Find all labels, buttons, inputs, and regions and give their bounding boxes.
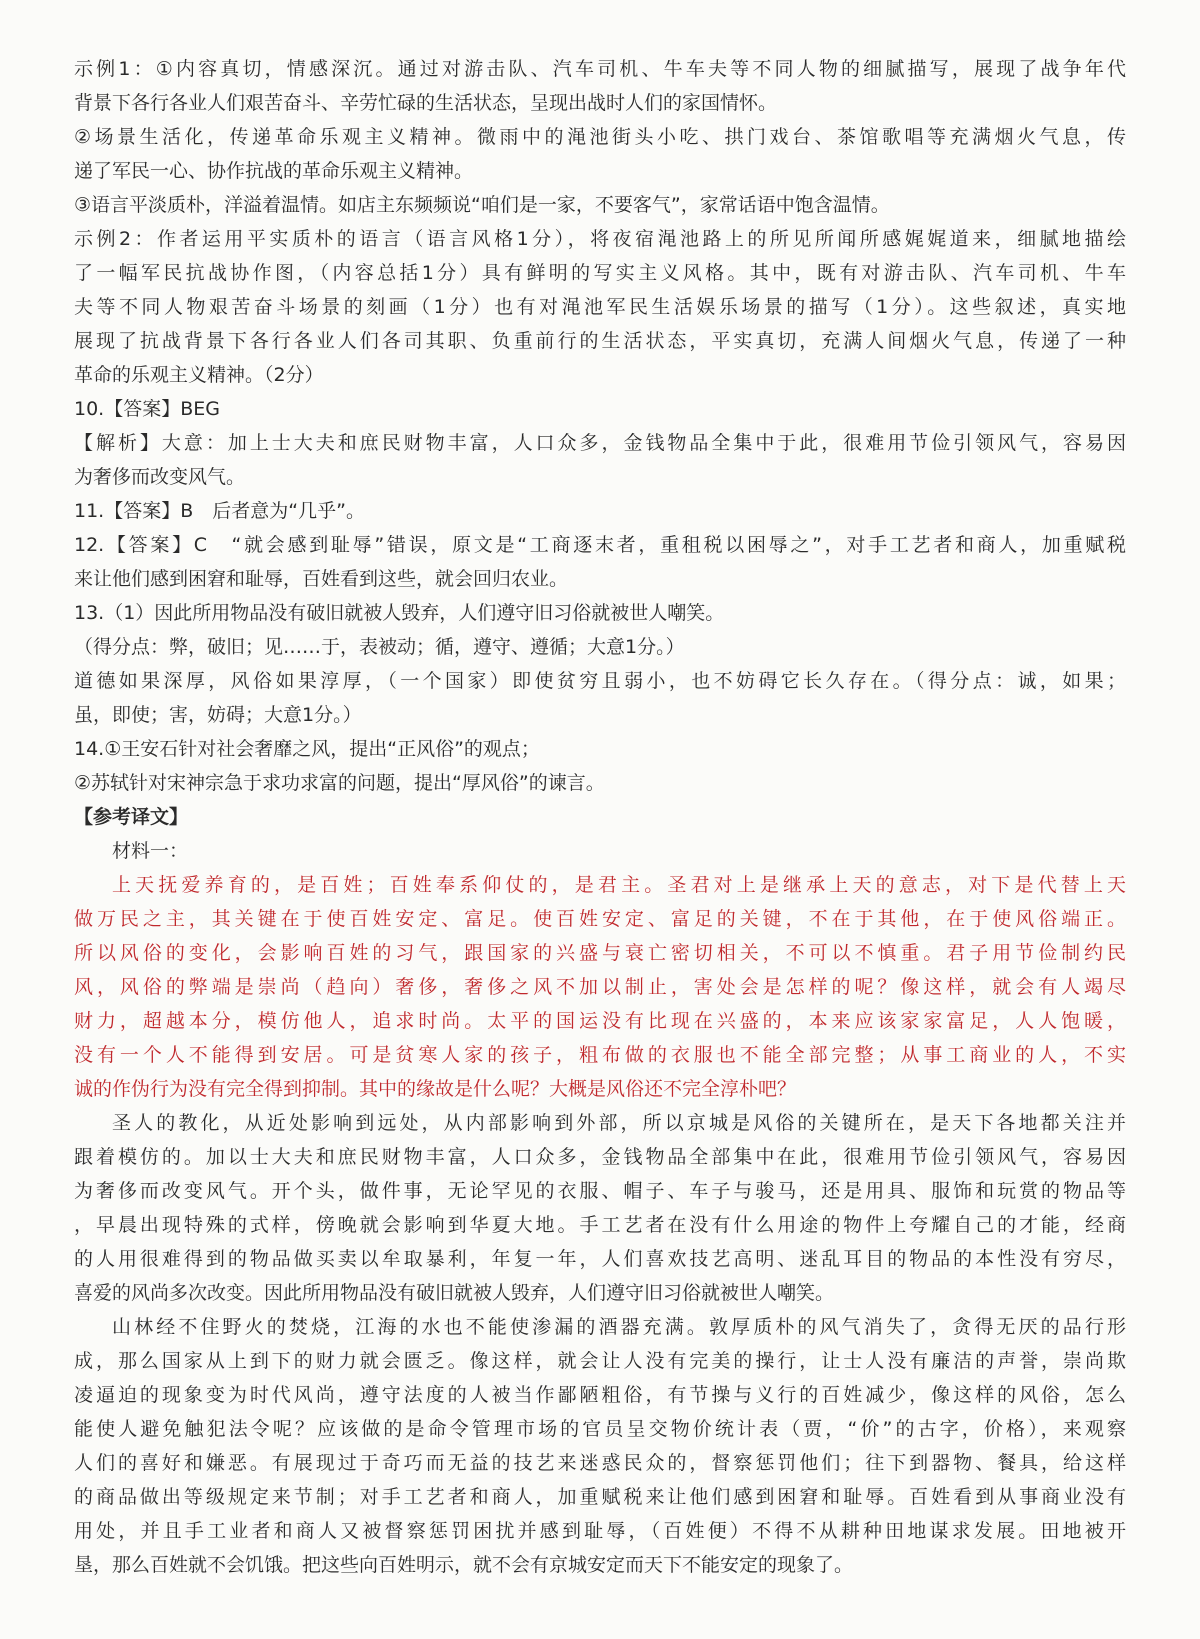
text-line: 道德如果深厚，风俗如果淳厚，（一个国家）即使贫穷且弱小，也不妨碍它长久存在。（得分点：诚，如果；	[74, 670, 1126, 692]
text-line: 做万民之主，其关键在于使百姓安定、富足。使百姓安定、富足的关键，不在于其他，在于使风俗端正。	[74, 908, 1126, 930]
text-line: 示例1：①内容真切，情感深沉。通过对游击队、汽车司机、牛车夫等不同人物的细腻描写，展现了战争年代	[74, 58, 1126, 80]
text-line: ②场景生活化，传递革命乐观主义精神。微雨中的渑池街头小吃、拱门戏台、茶馆歌唱等充满烟火气息，传	[74, 126, 1126, 148]
text-line: 山林经不住野火的焚烧，江海的水也不能使渗漏的酒器充满。敦厚质朴的风气消失了，贪得无厌的品行形	[112, 1316, 1126, 1338]
text-line: 人们的喜好和嫌恶。有展现过于奇巧而无益的技艺来迷惑民众的，督察惩罚他们；往下到器物、餐具，给这样	[74, 1452, 1126, 1474]
text-line: 14.①王安石针对社会奢靡之风，提出“正风俗”的观点；	[74, 738, 540, 760]
text-line: 为奢侈而改变风气。开个头，做件事，无论罕见的衣服、帽子、车子与骏马，还是用具、服饰和玩赏的物品等	[74, 1180, 1126, 1202]
question-12	[74, 528, 1126, 596]
analysis-line: 【解析】大意：加上士大夫和庶民财物丰富，人口众多，金钱物品全集中于此，很难用节俭引领风气，容易因	[74, 432, 1126, 454]
example-2-block	[74, 222, 1126, 392]
text-line: 能使人避免触犯法令呢？应该做的是命令管理市场的官员呈交物价统计表（贾，“价”的古字，价格），来观察	[74, 1418, 1126, 1440]
text-line: ②苏轼针对宋神宗急于求功求富的问题，提出“厚风俗”的谏言。	[74, 772, 605, 794]
text-line: 递了军民一心、协作抗战的革命乐观主义精神。	[74, 160, 474, 182]
text-line: 虽，即使；害，妨碍；大意1分。）	[74, 704, 362, 726]
text-line: 成，那么国家从上到下的财力就会匮乏。像这样，就会让人没有完美的操行，让士人没有廉洁的声誉，崇尚欺	[74, 1350, 1126, 1372]
example-1-block	[74, 52, 1126, 222]
paragraph-2	[74, 1106, 1126, 1310]
text-line: 示例2：作者运用平实质朴的语言（语言风格1分），将夜宿渑池路上的所见所闻所感娓娓道来，细腻地描绘	[74, 228, 1126, 250]
text-line: 跟着模仿的。加以士大夫和庶民财物丰富，人口众多，金钱物品全部集中在此，很难用节俭引领风气，容易因	[74, 1146, 1126, 1168]
text-line: 13.（1）因此所用物品没有破旧就被人毁弃，人们遵守旧习俗就被世人嘲笑。	[74, 602, 725, 624]
text-line: 垦，那么百姓就不会饥饿。把这些向百姓明示，就不会有京城安定而天下不能安定的现象了。	[74, 1554, 854, 1576]
text-line: 展现了抗战背景下各行各业人们各司其职、负重前行的生活状态，平实真切，充满人间烟火气息，传递了一种	[74, 330, 1126, 352]
text-line: 的人用很难得到的物品做买卖以牟取暴利，年复一年，人们喜欢技艺高明、迷乱耳目的物品的本性没有穷尽，	[74, 1248, 1126, 1270]
question-11: 11.【答案】B 后者意为“几乎”。	[74, 500, 365, 522]
text-line: 所以风俗的变化，会影响百姓的习气，跟国家的兴盛与衰亡密切相关，不可以不慎重。君子用节俭制约民	[74, 942, 1126, 964]
text-line: 凌逼迫的现象变为时代风尚，遵守法度的人被当作鄙陋粗俗，有节操与义行的百姓减少，像这样的风俗，怎么	[74, 1384, 1126, 1406]
text-line: ③语言平淡质朴，洋溢着温情。如店主东频频说“咱们是一家，不要客气”，家常话语中饱含温情。	[74, 194, 890, 216]
text-line: 了一幅军民抗战协作图，（内容总括1分）具有鲜明的写实主义风格。其中，既有对游击队、汽车司机、牛车	[74, 262, 1126, 284]
question-14	[74, 732, 1126, 800]
text-line: 圣人的教化，从近处影响到远处，从内部影响到外部，所以京城是风俗的关键所在，是天下各地都关注并	[112, 1112, 1126, 1134]
text-line: 背景下各行各业人们艰苦奋斗、辛劳忙碌的生活状态，呈现出战时人们的家国情怀。	[74, 92, 778, 114]
text-line: 上天抚爱养育的，是百姓；百姓奉系仰仗的，是君主。圣君对上是继承上天的意志，对下是代替上天	[112, 874, 1126, 896]
text-line: 诚的作伪行为没有完全得到抑制。其中的缘故是什么呢？大概是风俗还不完全淳朴吧？	[74, 1078, 797, 1100]
question-13	[74, 596, 1126, 732]
text-line: 用处，并且手工业者和商人又被督察惩罚困扰并感到耻辱，（百姓便）不得不从耕种田地谋求发展。田地被开	[74, 1520, 1126, 1542]
translation-heading: 【参考译文】	[74, 806, 189, 828]
text-line: ，早晨出现特殊的式样，傍晚就会影响到华夏大地。手工艺者在没有什么用途的物件上夸耀自己的才能，经商	[74, 1214, 1126, 1236]
text-line: 的商品做出等级规定来节制；对手工艺者和商人，加重赋税来让他们感到困窘和耻辱。百姓看到从事商业没有	[74, 1486, 1126, 1508]
text-line: 喜爱的风尚多次改变。因此所用物品没有破旧就被人毁弃，人们遵守旧习俗就被世人嘲笑。	[74, 1282, 835, 1304]
text-line: 财力，超越本分，模仿他人，追求时尚。太平的国运没有比现在兴盛的，本来应该家家富足，人人饱暖，	[74, 1010, 1126, 1032]
text-line: 12.【答案】C “就会感到耻辱”错误，原文是“工商逐末者，重租税以困辱之”，对手工艺者和商人，加重赋税	[74, 534, 1126, 556]
text-line: 夫等不同人物艰苦奋斗场景的刻画（1分）也有对渑池军民生活娱乐场景的描写（1分）。这些叙述，真实地	[74, 296, 1126, 318]
analysis-line: 为奢侈而改变风气。	[74, 466, 246, 488]
paragraph-3	[74, 1310, 1126, 1582]
answer-line: 10.【答案】BEG	[74, 398, 220, 420]
material-1-red-paragraph	[74, 868, 1126, 1106]
material-label: 材料一：	[112, 840, 189, 862]
text-line: （得分点：弊，破旧；见……于，表被动；循，遵守、遵循；大意1分。）	[74, 636, 685, 658]
text-line: 风，风俗的弊端是崇尚（趋向）奢侈，奢侈之风不加以制止，害处会是怎样的呢？像这样，就会有人竭尽	[74, 976, 1126, 998]
question-10	[74, 392, 1126, 494]
text-line: 没有一个人不能得到安居。可是贫寒人家的孩子，粗布做的衣服也不能全部完整；从事工商业的人，不实	[74, 1044, 1126, 1066]
text-line: 革命的乐观主义精神。（2分）	[74, 364, 324, 386]
text-line: 来让他们感到困窘和耻辱，百姓看到这些，就会回归农业。	[74, 568, 569, 590]
